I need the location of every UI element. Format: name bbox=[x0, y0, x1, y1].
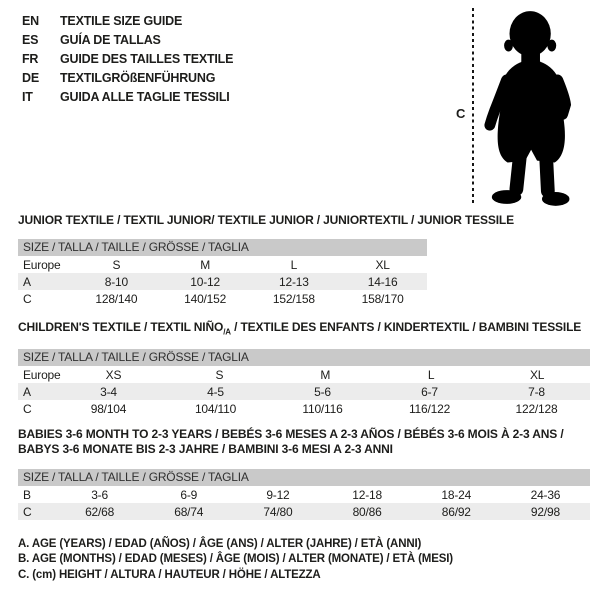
children-section-title bbox=[18, 320, 581, 339]
size-header-bar: SIZE / TALLA / TAILLE / GRÖSSE / TAGLIA bbox=[18, 349, 590, 366]
height-cell: 68/74 bbox=[174, 504, 204, 519]
title-line-1: BABIES 3-6 MONTH TO 2-3 YEARS / BEBÉS 3-6 MESES A 2-3 AÑOS / BÉBÉS 3-6 MOIS À 2-3 ANS / bbox=[18, 427, 564, 441]
height-cell: 110/116 bbox=[302, 401, 343, 416]
height-cell: 116/122 bbox=[408, 401, 451, 416]
height-cell: 98/104 bbox=[90, 401, 127, 416]
size-cell: S bbox=[215, 367, 224, 382]
table-row-a bbox=[18, 383, 590, 400]
row-label: C bbox=[23, 504, 32, 519]
size-header-bar: SIZE / TALLA / TAILLE / GRÖSSE / TAGLIA bbox=[18, 239, 427, 256]
age-cell: 12-18 bbox=[352, 487, 382, 502]
baby-silhouette-icon bbox=[480, 6, 598, 208]
guide-title: GUIDE DES TAILLES TEXTILE bbox=[60, 51, 234, 66]
height-measure-label: C bbox=[456, 106, 466, 121]
age-cell: 10-12 bbox=[190, 274, 220, 289]
height-cell: 140/152 bbox=[184, 291, 227, 306]
age-cell: 24-36 bbox=[530, 487, 561, 502]
age-cell: 3-6 bbox=[91, 487, 108, 502]
height-cell: 62/68 bbox=[85, 504, 115, 519]
lang-row-en bbox=[22, 12, 233, 31]
height-cell: 122/128 bbox=[515, 401, 558, 416]
size-cell: L bbox=[427, 367, 435, 382]
row-label: A bbox=[23, 274, 31, 289]
height-cell: 158/170 bbox=[361, 291, 404, 306]
lang-row-de bbox=[22, 68, 233, 87]
row-label: C bbox=[23, 291, 32, 306]
title-line-2: BABYS 3-6 MONATE BIS 2-3 JAHRE / BAMBINI 3-6 MESI A 2-3 ANNI bbox=[18, 442, 393, 456]
age-cell: 14-16 bbox=[367, 274, 398, 289]
lang-code: ES bbox=[22, 33, 39, 48]
age-cell: 12-13 bbox=[279, 274, 309, 289]
table-row-c bbox=[18, 503, 590, 520]
size-header-bar: SIZE / TALLA / TAILLE / GRÖSSE / TAGLIA bbox=[18, 469, 590, 486]
junior-size-table bbox=[18, 239, 427, 307]
age-cell: 3-4 bbox=[100, 384, 117, 399]
table-row-b bbox=[18, 486, 590, 503]
row-label: A bbox=[23, 384, 31, 399]
lang-code: DE bbox=[22, 70, 39, 85]
age-cell: 4-5 bbox=[207, 384, 224, 399]
age-cell: 6-9 bbox=[180, 487, 198, 502]
lang-row-it bbox=[22, 87, 233, 106]
table-row-europe bbox=[18, 256, 427, 273]
legend-line-b: B. AGE (MONTHS) / EDAD (MESES) / ÂGE (MOIS) / ALTER (MONATE) / ETÀ (MESI) bbox=[18, 553, 453, 566]
size-cell: L bbox=[290, 257, 298, 272]
age-cell: 9-12 bbox=[266, 487, 290, 502]
age-cell: 5-6 bbox=[314, 384, 331, 399]
size-cell: XL bbox=[529, 367, 545, 382]
height-cell: 74/80 bbox=[263, 504, 293, 519]
size-cell: S bbox=[112, 257, 121, 272]
title-text: CHILDREN'S TEXTILE / TEXTIL NIÑO bbox=[18, 320, 224, 334]
size-cell: M bbox=[200, 257, 211, 272]
table-row-c bbox=[18, 290, 427, 307]
lang-row-es bbox=[22, 31, 233, 50]
height-cell: 86/92 bbox=[441, 504, 471, 519]
table-row-c bbox=[18, 400, 590, 417]
size-cell: XL bbox=[375, 257, 390, 272]
guide-title: GUIDA ALLE TAGLIE TESSILI bbox=[60, 89, 230, 104]
lang-row-fr bbox=[22, 50, 233, 69]
height-measure-dotted-line bbox=[472, 8, 474, 206]
lang-code: FR bbox=[22, 51, 39, 66]
size-cell: XS bbox=[105, 367, 122, 382]
guide-title: TEXTILGRÖßENFÜHRUNG bbox=[60, 70, 216, 85]
age-cell: 8-10 bbox=[104, 274, 128, 289]
age-cell: 18-24 bbox=[441, 487, 472, 502]
title-subscript: /A bbox=[223, 327, 231, 337]
legend-line-a: A. AGE (YEARS) / EDAD (AÑOS) / ÂGE (ANS) / ALTER (JAHRE) / ETÀ (ANNI) bbox=[18, 538, 422, 550]
legend-block bbox=[18, 537, 453, 583]
height-cell: 92/98 bbox=[530, 504, 560, 519]
children-size-table bbox=[18, 349, 590, 417]
row-label: Europe bbox=[23, 257, 61, 272]
table-row-a bbox=[18, 273, 427, 290]
height-cell: 152/158 bbox=[272, 291, 315, 306]
row-label: Europe bbox=[23, 367, 61, 382]
height-cell: 104/110 bbox=[194, 401, 237, 416]
age-cell: 7-8 bbox=[528, 384, 545, 399]
guide-title: TEXTILE SIZE GUIDE bbox=[60, 14, 183, 29]
height-cell: 128/140 bbox=[95, 291, 138, 306]
row-label: B bbox=[23, 487, 31, 502]
guide-title: GUÍA DE TALLAS bbox=[60, 33, 161, 48]
row-label: C bbox=[23, 401, 32, 416]
table-row-europe bbox=[18, 366, 590, 383]
babies-size-table bbox=[18, 469, 590, 520]
age-cell: 6-7 bbox=[421, 384, 438, 399]
size-cell: M bbox=[320, 367, 331, 382]
lang-code: EN bbox=[22, 14, 39, 29]
height-cell: 80/86 bbox=[352, 504, 382, 519]
legend-line-c: C. (cm) HEIGHT / ALTURA / HAUTEUR / HÖHE / ALTEZZA bbox=[18, 568, 321, 581]
language-title-block bbox=[22, 12, 233, 106]
title-text: / TEXTILE DES ENFANTS / KINDERTEXTIL / BAMBINI TESSILE bbox=[230, 320, 582, 334]
lang-code: IT bbox=[22, 89, 33, 104]
babies-section-title bbox=[18, 427, 564, 457]
junior-section-title: JUNIOR TEXTILE / TEXTIL JUNIOR/ TEXTILE JUNIOR / JUNIORTEXTIL / JUNIOR TESSILE bbox=[18, 213, 514, 227]
